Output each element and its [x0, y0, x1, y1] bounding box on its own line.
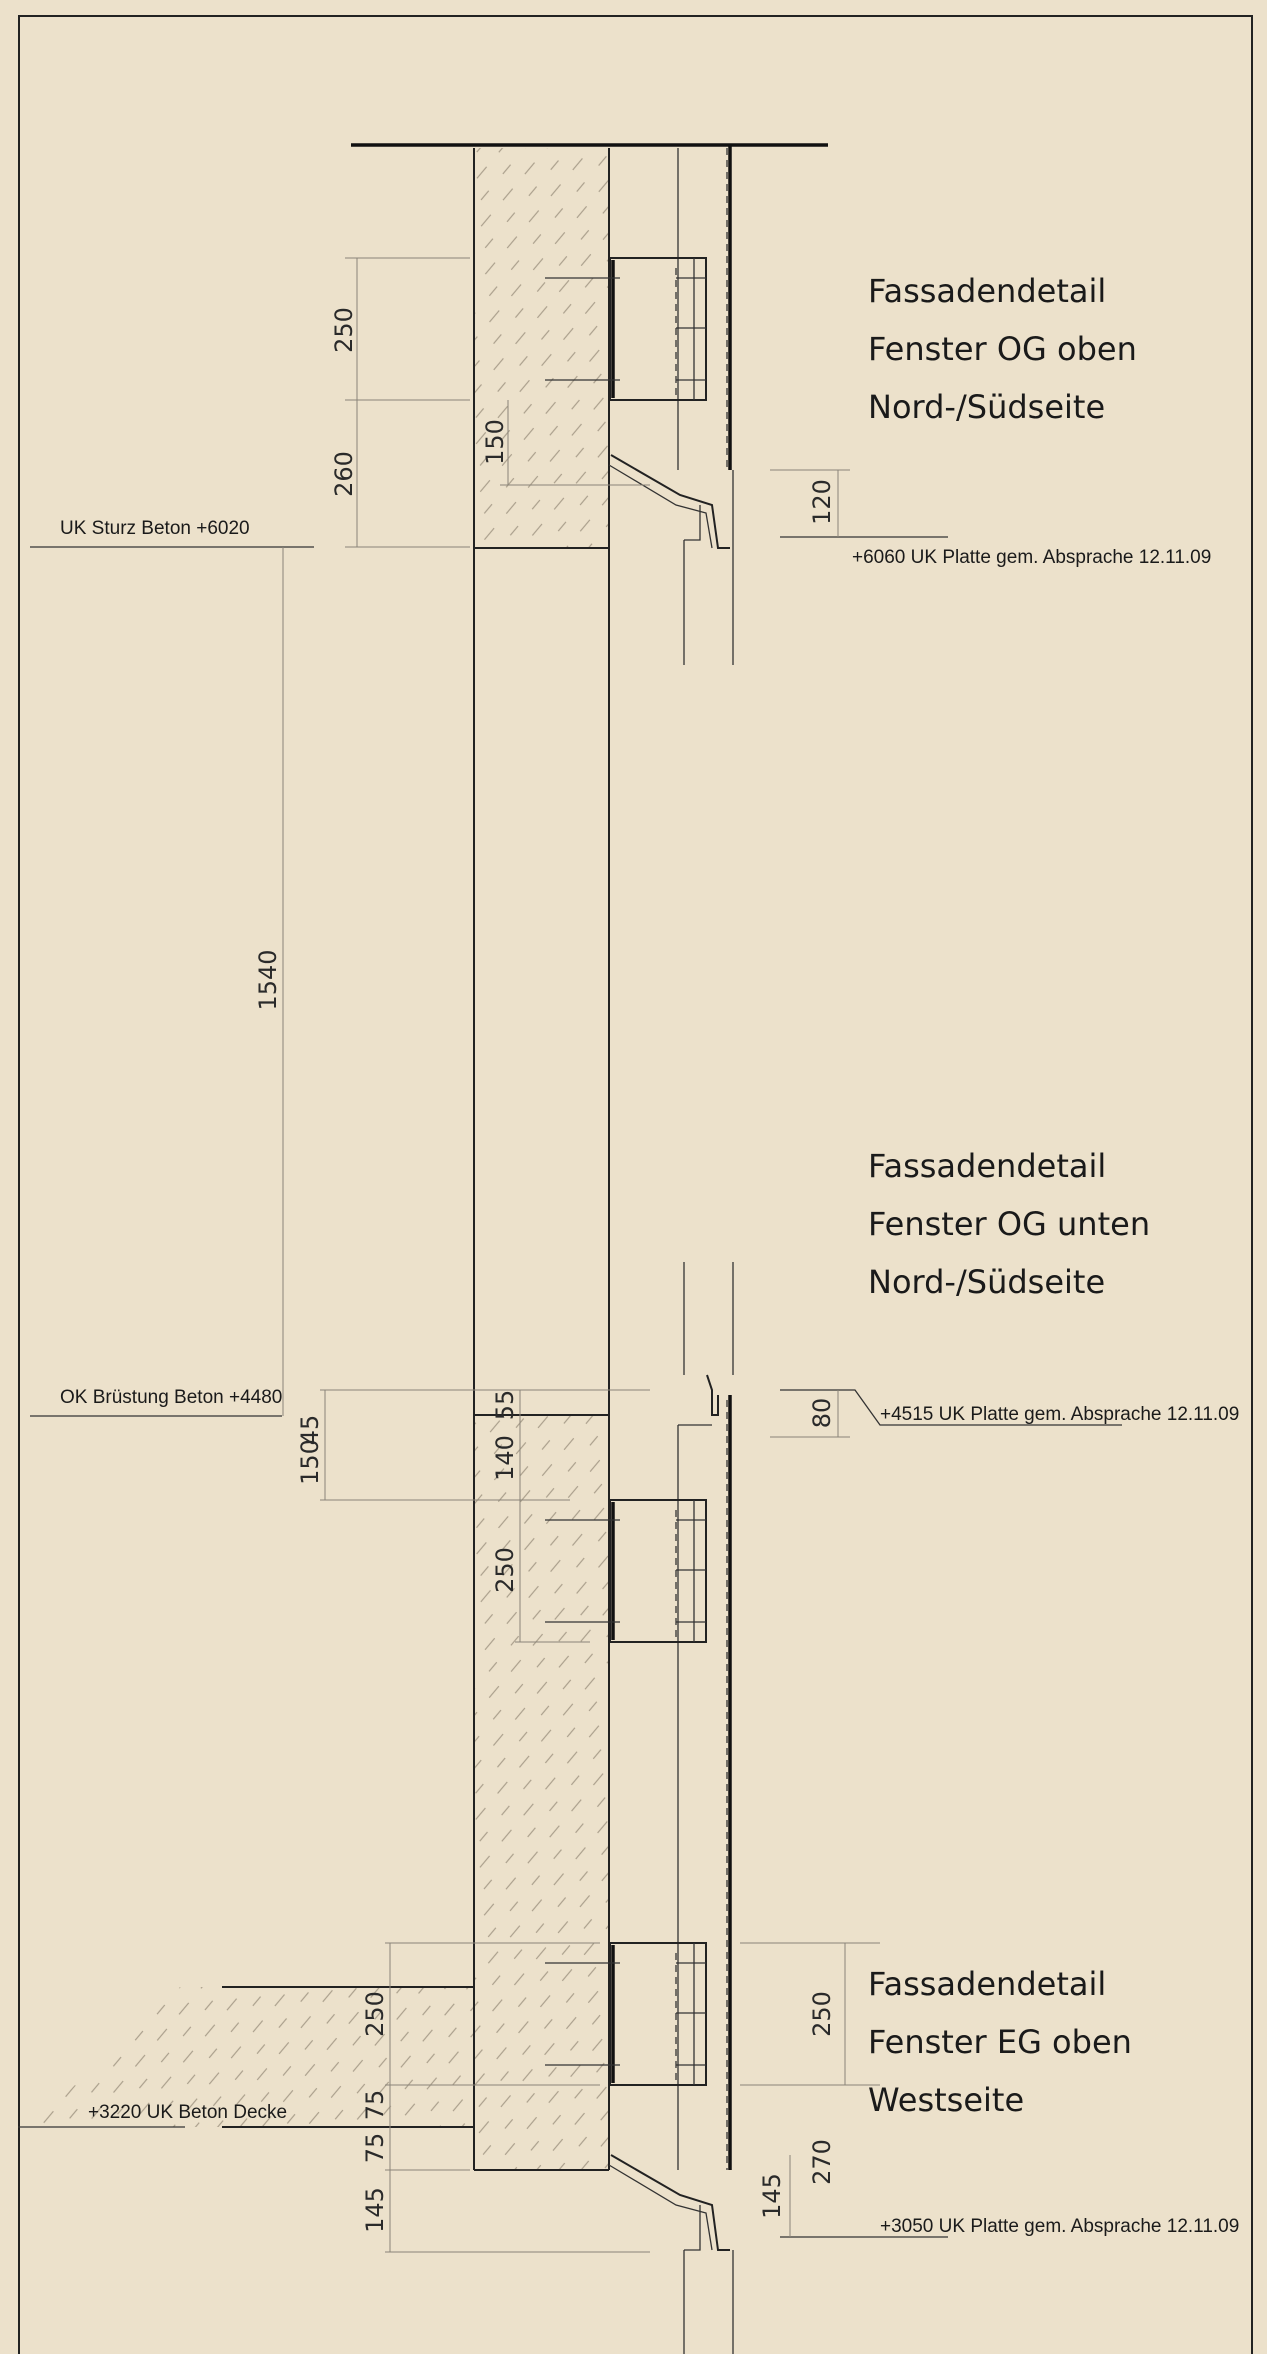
svg-text:Fenster OG unten: Fenster OG unten [868, 1205, 1151, 1243]
label-uk-sturz: UK Sturz Beton +6020 [60, 518, 250, 539]
dim-top-260: 260 [330, 451, 358, 497]
dim-top-150: 150 [481, 419, 509, 465]
concrete-hatching [30, 148, 609, 2170]
dim-bot-250-left: 250 [361, 1991, 389, 2037]
dim-bot-145-right: 145 [758, 2173, 786, 2219]
dim-bot-75b: 75 [361, 2132, 389, 2164]
dim-top-120: 120 [808, 479, 836, 525]
dim-mid-250: 250 [491, 1547, 519, 1593]
dim-bot-270: 270 [808, 2139, 836, 2185]
svg-text:Nord-/Südseite: Nord-/Südseite [868, 1263, 1106, 1301]
svg-text:Fassadendetail: Fassadendetail [868, 272, 1107, 310]
label-ok-bruestung: OK Brüstung Beton +4480 [60, 1387, 283, 1408]
dim-top-250: 250 [330, 307, 358, 353]
svg-text:Westseite: Westseite [868, 2081, 1025, 2119]
dim-mid-45: 45 [296, 1414, 324, 1446]
window-sill-profiles [609, 455, 730, 2250]
dim-mid-150: 150 [296, 1439, 324, 1485]
title-bottom [868, 1965, 1132, 2119]
svg-text:Fassadendetail: Fassadendetail [868, 1965, 1107, 2003]
label-plate-bot: +3050 UK Platte gem. Absprache 12.11.09 [880, 2216, 1240, 2237]
dim-bot-75a: 75 [361, 2089, 389, 2121]
dim-bot-250-right: 250 [808, 1991, 836, 2037]
label-uk-decke: +3220 UK Beton Decke [88, 2102, 288, 2123]
dim-mid-140: 140 [491, 1435, 519, 1481]
dim-span-1540: 1540 [254, 949, 282, 1011]
label-plate-top: +6060 UK Platte gem. Absprache 12.11.09 [852, 547, 1212, 568]
title-top [868, 272, 1137, 426]
svg-text:Fenster EG oben: Fenster EG oben [868, 2023, 1132, 2061]
dim-mid-55: 55 [491, 1389, 519, 1421]
label-plate-mid: +4515 UK Platte gem. Absprache 12.11.09 [880, 1404, 1240, 1425]
svg-text:Fassadendetail: Fassadendetail [868, 1147, 1107, 1185]
svg-text:Nord-/Südseite: Nord-/Südseite [868, 388, 1106, 426]
svg-text:Fenster OG oben: Fenster OG oben [868, 330, 1137, 368]
dim-bot-145-left: 145 [361, 2187, 389, 2233]
dim-mid-80: 80 [808, 1397, 836, 1429]
title-middle [868, 1147, 1150, 1301]
